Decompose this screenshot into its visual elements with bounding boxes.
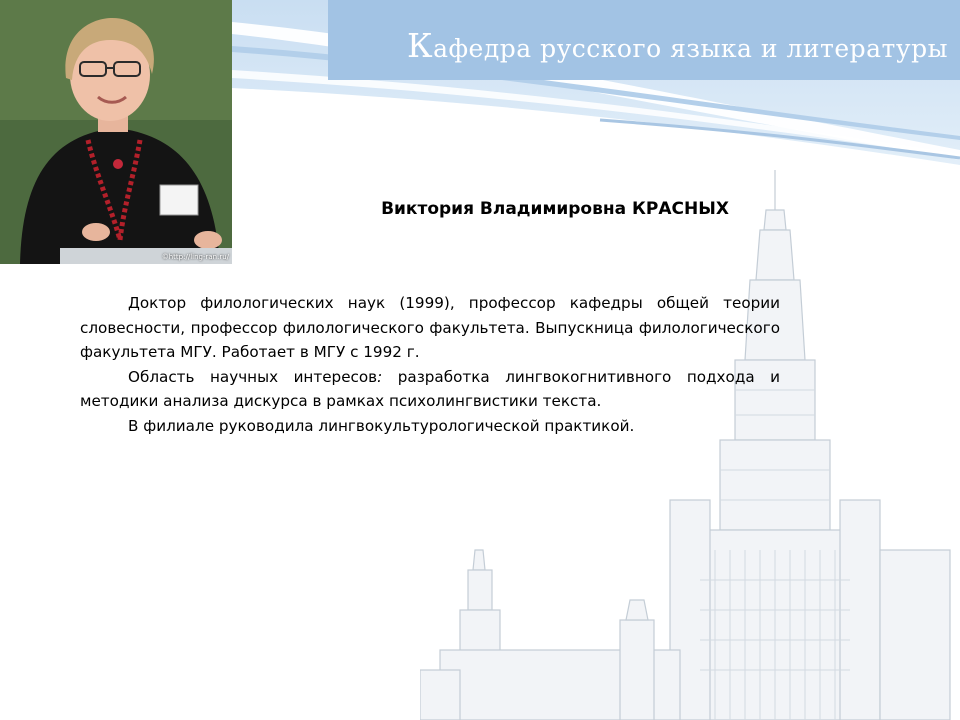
bio-interests-text: разработка лингвокогнитивного подхода и методики анализа дискурса в рамках психолингвистики текста.: [80, 367, 780, 411]
bio-paragraph-3: В филиале руководила лингвокультурологической практикой.: [128, 416, 635, 435]
bio-interests-label: Область научных интересов: [128, 367, 378, 386]
department-title: Кафедра русского языка и литературы: [407, 26, 948, 65]
bio-paragraph-2: [80, 365, 780, 414]
person-name: Виктория Владимировна КРАСНЫХ: [381, 199, 729, 219]
photo-credit: ©http://ling-ran.ru/: [161, 253, 229, 261]
biography: [80, 291, 780, 439]
bio-paragraph-1: Доктор филологических наук (1999), профессор кафедры общей теории словесности, профессор филологического факультета. Выпускница филологического факультета МГУ. Работает в МГУ с 1992 г.: [80, 294, 780, 362]
header-band: [328, 0, 960, 80]
building-illustration: [420, 170, 960, 720]
bio-interests-colon: :: [377, 367, 383, 386]
portrait-photo: [0, 0, 232, 264]
